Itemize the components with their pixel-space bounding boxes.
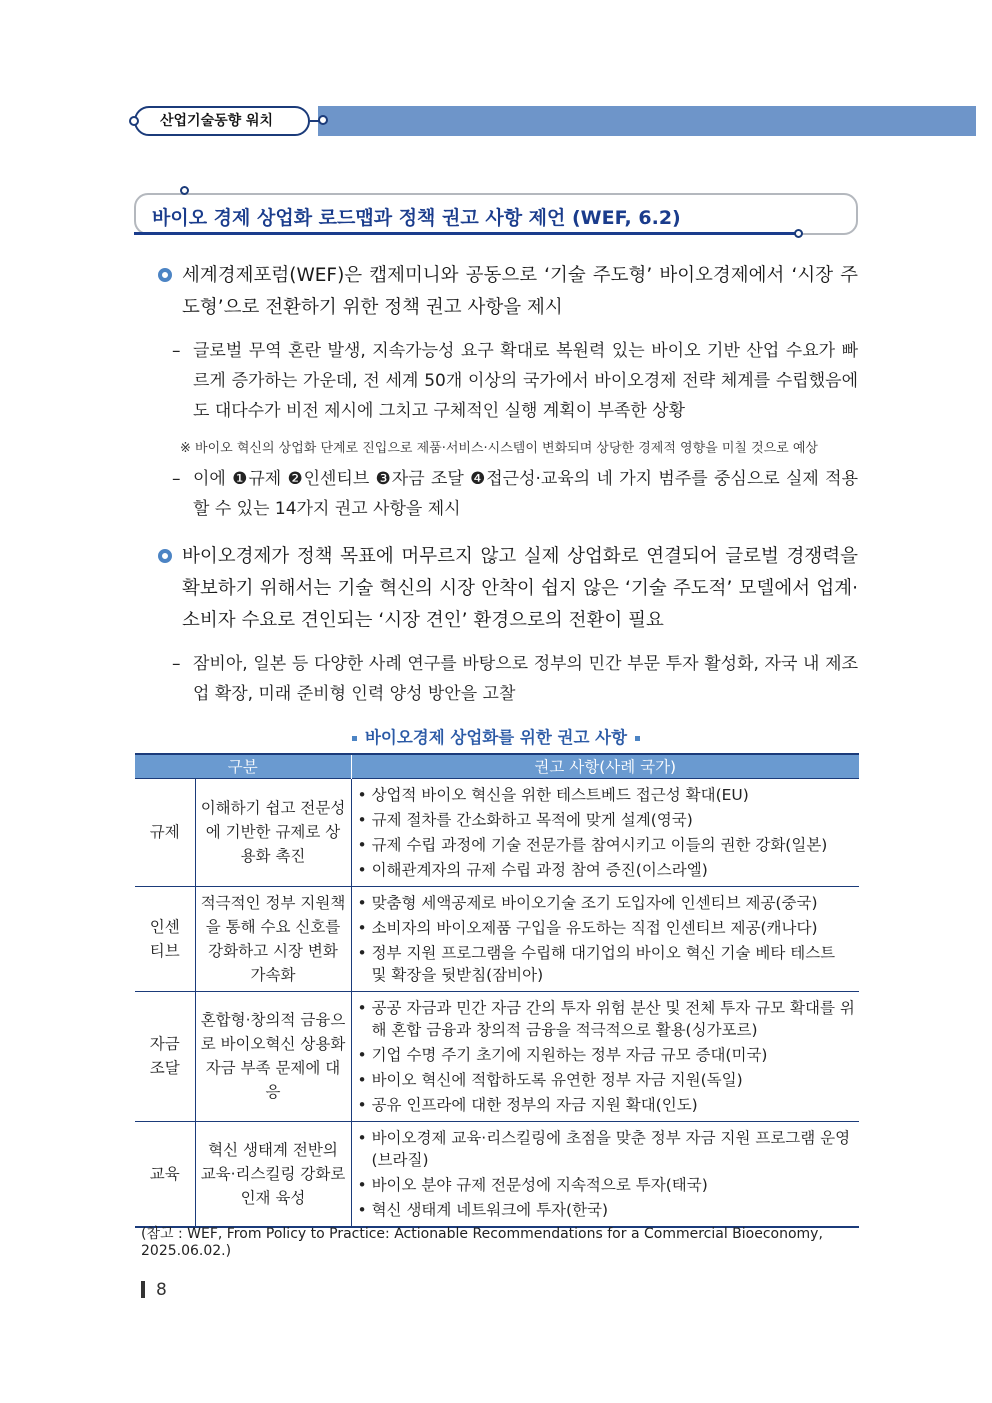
dash-icon: – [172, 341, 181, 361]
page-number: 8 [156, 1280, 167, 1300]
recommendation-item: • 소비자의 바이오제품 구입을 유도하는 직접 인센티브 제공(캐나다) [357, 918, 818, 937]
dash-icon: – [172, 469, 181, 489]
recommendation-item: • 규제 수립 과정에 기술 전문가를 참여시키고 이들의 권한 강화(일본) [357, 835, 828, 854]
table-row [135, 778, 859, 886]
objective-cell: 혼합형·창의적 금융으로 바이오혁신 상용화 자금 부족 문제에 대응 [195, 991, 351, 1121]
table-row [135, 991, 859, 1121]
sub-bullet-text: 글로벌 무역 혼란 발생, 지속가능성 요구 확대로 복원력 있는 바이오 기반 산업 수요가 빠르게 증가하는 가운데, 전 세계 50개 이상의 국가에서 바이오경제 전략 체계를 수립했음에도 대다수가 비전 제시에 그치고 구체적인 실행 계획이 부족한 상황 [193, 341, 858, 421]
section-label-text: 산업기술동향 워치 [160, 113, 274, 129]
recommendation-item: • 이해관계자의 규제 수립 과정 참여 증진(이스라엘) [357, 860, 708, 879]
recommendation-item: • 정부 지원 프로그램을 수립해 대기업의 바이오 혁신 기술 베타 테스트 및 확장을 뒷받침(잠비아) [357, 943, 836, 984]
recommendation-item: • 바이오경제 교육·리스킬링에 초점을 맞춘 정부 자금 지원 프로그램 운영(브라질) [357, 1128, 851, 1169]
table-title [0, 724, 992, 748]
category-text: 자금 조달 [149, 1035, 180, 1077]
circle-icon [318, 115, 328, 125]
recommendation-item: • 공유 인프라에 대한 정부의 자금 지원 확대(인도) [357, 1095, 698, 1114]
category-cell: 교육 [135, 1121, 195, 1227]
header-band [318, 106, 976, 136]
category-cell [135, 886, 195, 991]
page-marker-icon [141, 1281, 145, 1298]
table-row [135, 886, 859, 991]
title-end-dot-icon [794, 229, 803, 238]
reference-note: (참고 : WEF, From Policy to Practice: Actionable Recommendations for a Commercial Bioeconomy, 2025.06.02.) [141, 1226, 823, 1259]
bullet-icon [158, 268, 172, 282]
square-icon [635, 736, 640, 741]
category-cell: 규제 [135, 778, 195, 886]
bullet-text: 세계경제포럼(WEF)은 캡제미니와 공동으로 ‘기술 주도형’ 바이오경제에서 ‘시장 주도형’으로 전환하기 위한 정책 권고 사항을 제시 [182, 265, 858, 318]
recommendation-item: • 바이오 혁신에 적합하도록 유연한 정부 자금 지원(독일) [357, 1070, 743, 1089]
category-text: 인센티브 [149, 917, 180, 960]
objective-cell: 이해하기 쉽고 전문성에 기반한 규제로 상용화 촉진 [195, 778, 351, 886]
recommendation-item: • 바이오 분야 규제 전문성에 지속적으로 투자(태국) [357, 1175, 708, 1194]
note-text: ※ 바이오 혁신의 상업화 단계로 진입으로 제품·서비스·시스템이 변화되며 상당한 경제적 영향을 미칠 것으로 예상 [180, 441, 818, 456]
title-dot-icon [180, 186, 189, 195]
recommendation-item: • 맞춤형 세액공제로 바이오기술 조기 도입자에 인센티브 제공(중국) [357, 893, 818, 912]
recommendation-cell [351, 991, 859, 1121]
bullet-icon [158, 549, 172, 563]
bullet-text: 바이오경제가 정책 목표에 머무르지 않고 실제 상업화로 연결되어 글로벌 경쟁력을 확보하기 위해서는 기술 혁신의 시장 안착이 쉽지 않은 ‘기술 주도적’ 모델에서 업계·소비자 수요로 견인되는 ‘시장 견인’ 환경으로의 전환이 필요 [182, 546, 858, 631]
recommendation-cell [351, 886, 859, 991]
table-header-row [135, 754, 859, 778]
recommendation-item: • 혁신 생태계 네트워크에 투자(한국) [357, 1200, 609, 1219]
section-label [134, 106, 310, 136]
objective-cell: 혁신 생태계 전반의 교육·리스킬링 강화로 인재 육성 [195, 1121, 351, 1227]
header-cell-category: 구분 [135, 754, 351, 778]
sub-bullet-text: 이에 ❶규제 ❷인센티브 ❸자금 조달 ❹접근성·교육의 네 가지 범주를 중심으로 실제 적용할 수 있는 14가지 권고 사항을 제시 [193, 469, 858, 519]
recommendation-cell [351, 1121, 859, 1227]
recommendation-item: • 공공 자금과 민간 자금 간의 투자 위험 분산 및 전체 투자 규모 확대를 위해 혼합 금융과 창의적 금융을 적극적으로 활용(싱가포르) [357, 998, 855, 1039]
title-underline [134, 232, 798, 235]
table-row [135, 1121, 859, 1227]
objective-cell: 적극적인 정부 지원책을 통해 수요 신호를 강화하고 시장 변화 가속화 [195, 886, 351, 991]
bullet-dot-icon [129, 116, 139, 126]
recommendations-table [135, 753, 859, 1228]
header-cell-recommendations: 권고 사항(사례 국가) [351, 754, 859, 778]
recommendation-item: • 기업 수명 주기 초기에 지원하는 정부 자금 규모 증대(미국) [357, 1045, 768, 1064]
recommendation-cell [351, 778, 859, 886]
dash-icon: – [172, 654, 181, 674]
table-title-text: 바이오경제 상업화를 위한 권고 사항 [364, 728, 628, 747]
sub-bullet-text: 잠비아, 일본 등 다양한 사례 연구를 바탕으로 정부의 민간 부문 투자 활성화, 자국 내 제조업 확장, 미래 준비형 인력 양성 방안을 고찰 [193, 654, 858, 704]
recommendation-item: • 규제 절차를 간소화하고 목적에 맞게 설계(영국) [357, 810, 693, 829]
recommendation-item: • 상업적 바이오 혁신을 위한 테스트베드 접근성 확대(EU) [357, 785, 749, 804]
page-title: 바이오 경제 상업화 로드맵과 정책 권고 사항 제언 (WEF, 6.2) [152, 207, 681, 229]
square-icon [352, 736, 357, 741]
category-cell [135, 991, 195, 1121]
